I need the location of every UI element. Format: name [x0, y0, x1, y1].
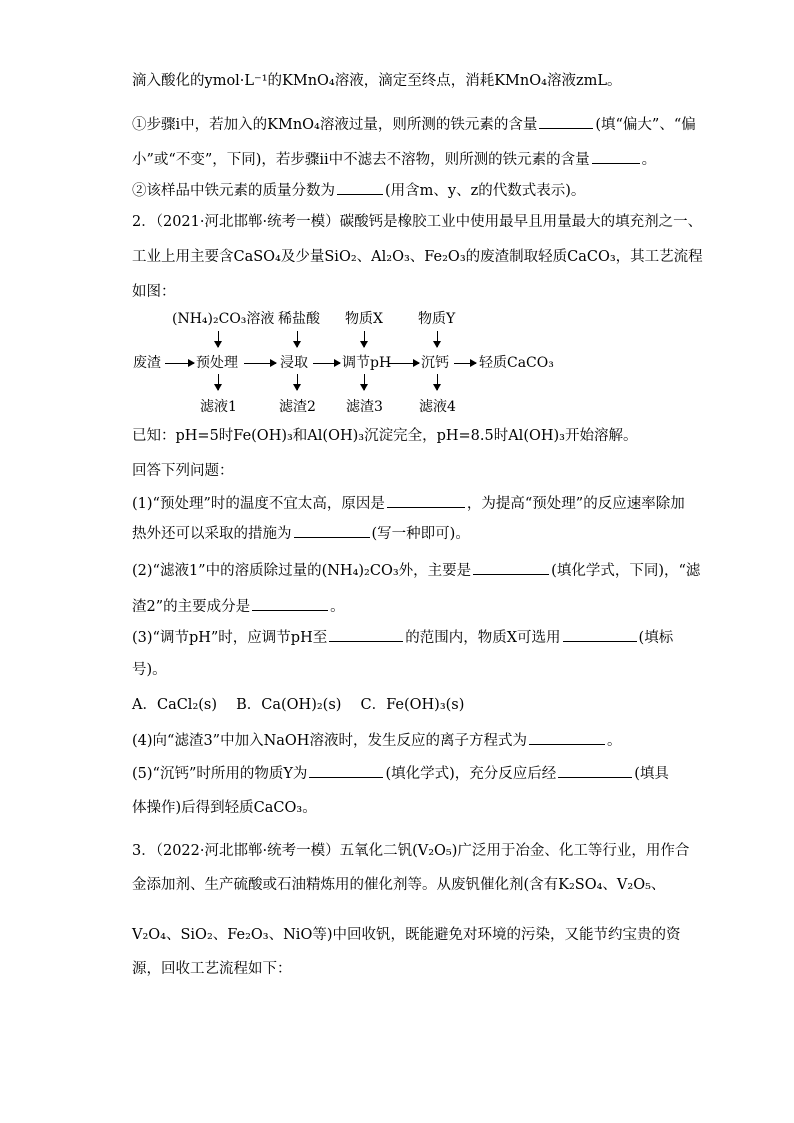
down-arrow-icon: [218, 331, 219, 347]
question-line: ①步骤ⅰ中，若加入的KMnO₄溶液过量，则所测的铁元素的含量 (填“偏大”、“偏: [132, 114, 696, 136]
output-label: 滤渣3: [346, 399, 383, 415]
down-arrow-icon: [437, 374, 438, 390]
right-arrow-icon: [313, 363, 340, 364]
question-line: 热外还可以采取的措施为 (写一种即可)。: [132, 523, 470, 545]
flow-step: 废渣: [133, 355, 161, 371]
right-arrow-icon: [389, 363, 419, 364]
reagent-label: 稀盐酸: [278, 311, 320, 327]
text-line: 金添加剂、生产硫酸或石油精炼用的催化剂等。从废钒催化剂(含有K₂SO₄、V₂O₅、: [132, 877, 666, 893]
text-line: 回答下列问题：: [132, 463, 234, 479]
text-line: 已知：pH=5时Fe(OH)₃和Al(OH)₃沉淀完全，pH=8.5时Al(OH)₃开始溶解。: [132, 428, 638, 444]
question-line: (1)“预处理”时的温度不宜太高，原因是 ，为提高“预处理”的反应速率除加: [132, 493, 685, 515]
right-arrow-icon: [454, 363, 476, 364]
question-line: ②该样品中铁元素的质量分数为 (用含m、y、z的代数式表示)。: [132, 180, 585, 202]
flow-step: 预处理: [196, 355, 238, 371]
answer-blank[interactable]: [563, 627, 637, 642]
output-label: 滤渣2: [279, 399, 316, 415]
answer-blank[interactable]: [329, 627, 403, 642]
answer-blank[interactable]: [252, 596, 328, 611]
answer-blank[interactable]: [309, 763, 383, 778]
flow-step: 轻质CaCO₃: [479, 355, 554, 371]
answer-blank[interactable]: [294, 523, 370, 538]
question-line: 渣2”的主要成分是 。: [132, 596, 345, 618]
reagent-label: 物质Y: [418, 311, 456, 327]
question-line: (4)向“滤渣3”中加入NaOH溶液时，发生反应的离子方程式为 。: [132, 730, 621, 752]
right-arrow-icon: [165, 363, 194, 364]
down-arrow-icon: [364, 374, 365, 390]
down-arrow-icon: [218, 374, 219, 390]
answer-blank[interactable]: [529, 730, 605, 745]
text-line: 号)。: [132, 662, 167, 678]
down-arrow-icon: [364, 331, 365, 347]
answer-blank[interactable]: [387, 493, 465, 508]
answer-blank[interactable]: [473, 560, 549, 575]
text-line: 体操作)后得到轻质CaCO₃。: [132, 800, 317, 816]
answer-blank[interactable]: [539, 114, 593, 129]
flow-step: 调节pH: [342, 355, 392, 371]
question-line: 小”或“不变”，下同)，若步骤ⅱ中不滤去不溶物，则所测的铁元素的含量 。: [132, 149, 656, 171]
answer-blank[interactable]: [592, 149, 640, 164]
output-label: 滤液1: [200, 399, 237, 415]
right-arrow-icon: [244, 363, 276, 364]
text-line: 工业上用主要含CaSO₄及少量SiO₂、Al₂O₃、Fe₂O₃的废渣制取轻质CaCO₃，其工艺流程: [132, 249, 703, 265]
down-arrow-icon: [297, 331, 298, 347]
answer-blank[interactable]: [558, 763, 632, 778]
down-arrow-icon: [297, 374, 298, 390]
question-line: (5)“沉钙”时所用的物质Y为 (填化学式)，充分反应后经 (填具: [132, 763, 669, 785]
down-arrow-icon: [437, 331, 438, 347]
reagent-label: (NH₄)₂CO₃溶液: [172, 311, 275, 327]
question-line: (2)“滤液1”中的溶质除过量的(NH₄)₂CO₃外，主要是 (填化学式，下同)，“滤: [132, 560, 700, 582]
text-line: 滴入酸化的ymol·L⁻¹的KMnO₄溶液，滴定至终点，消耗KMnO₄溶液zmL。: [132, 73, 622, 89]
output-label: 滤液4: [419, 399, 456, 415]
reagent-label: 物质X: [345, 311, 383, 327]
text-line: 如图：: [132, 284, 176, 300]
text-line: 源，回收工艺流程如下：: [132, 961, 292, 977]
answer-options: A．CaCl₂(s) B．Ca(OH)₂(s) C．Fe(OH)₃(s): [132, 697, 465, 713]
flow-step: 浸取: [280, 355, 308, 371]
answer-blank[interactable]: [337, 180, 383, 195]
question-heading: 2．（2021·河北邯郸·统考一模）碳酸钙是橡胶工业中使用最早且用量最大的填充剂之一、: [132, 214, 703, 230]
question-line: (3)“调节pH”时，应调节pH至 的范围内，物质X可选用 (填标: [132, 627, 673, 649]
text-line: V₂O₄、SiO₂、Fe₂O₃、NiO等)中回收钒，既能避免对环境的污染，又能节约宝贵的资: [132, 927, 681, 943]
question-heading: 3．（2022·河北邯郸·统考一模）五氧化二钒(V₂O₅)广泛用于冶金、化工等行业，用作合: [132, 843, 690, 859]
flow-step: 沉钙: [421, 355, 449, 371]
